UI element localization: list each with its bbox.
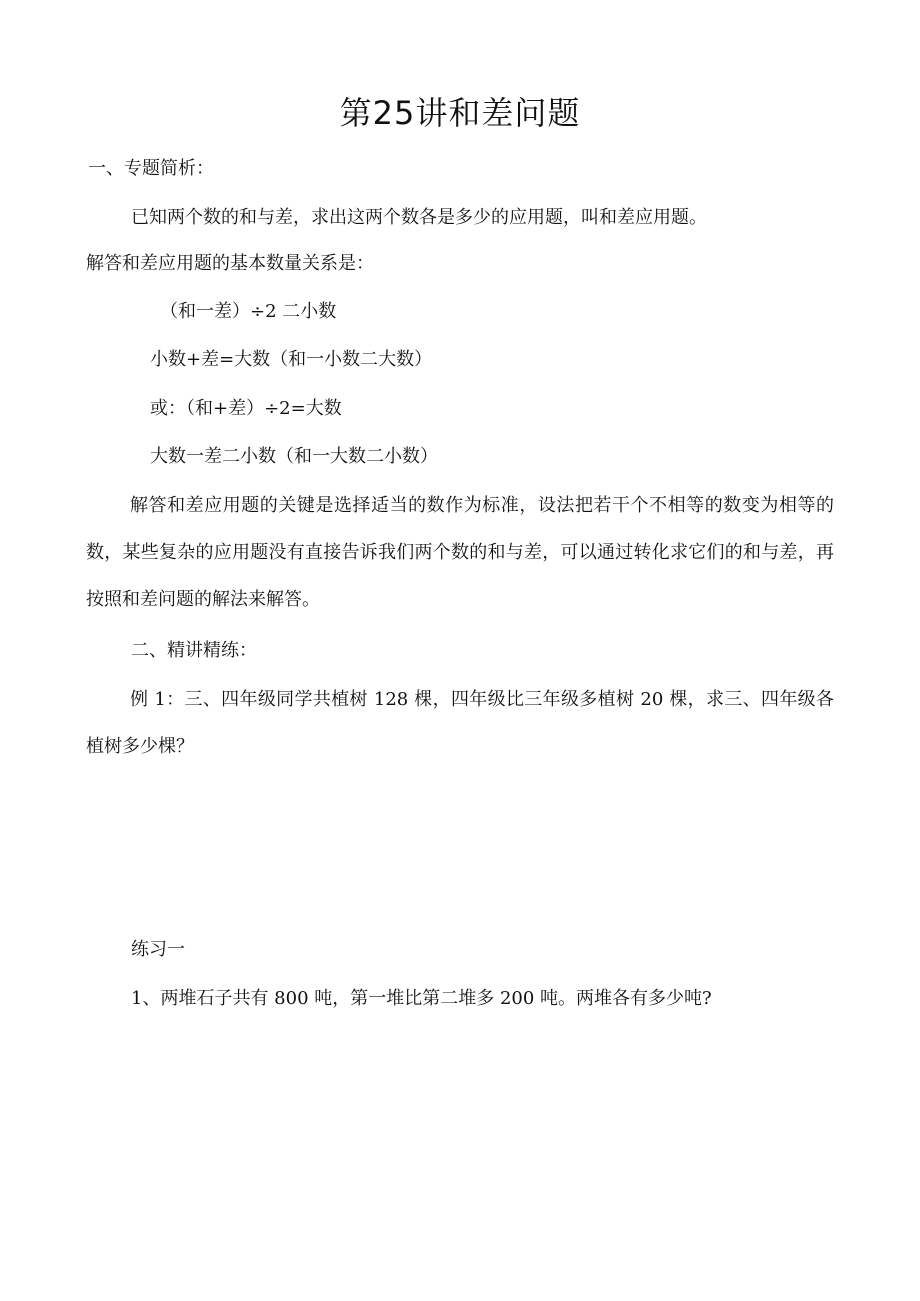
practice-heading: 练习一 xyxy=(131,939,185,960)
intro-text: 已知两个数的和与差，求出这两个数各是多少的应用题，叫和差应用题。 xyxy=(131,207,707,228)
section-heading-analysis: 一、专题简析： xyxy=(88,158,214,179)
practice-item: 1、两堆石子共有 800 吨，第一堆比第二堆多 200 吨。两堆各有多少吨? xyxy=(131,988,712,1009)
page-title: 第25讲和差问题 xyxy=(339,94,581,132)
key-paragraph: 解答和差应用题的关键是选择适当的数作为标准，设法把若干个不相等的数变为相等的数，某些复杂的应用题没有直接告诉我们两个数的和与差，可以通过转化求它们的和与差，再按照和差问题的解法来解答。 xyxy=(86,495,834,610)
section-heading-practice: 二、精讲精练： xyxy=(131,640,257,661)
formula-line: （和一差）÷2 二小数 xyxy=(160,301,337,322)
example-1: 例 1：三、四年级同学共植树 128 棵，四年级比三年级多植树 20 棵，求三、四年级各植树多少棵？ xyxy=(86,689,834,757)
formula-line: 或：（和+差）÷2=大数 xyxy=(150,398,342,419)
formula-line: 大数一差二小数（和一大数二小数） xyxy=(150,446,438,467)
relation-heading: 解答和差应用题的基本数量关系是： xyxy=(86,253,374,274)
formula-line: 小数+差=大数（和一小数二大数） xyxy=(150,349,433,370)
